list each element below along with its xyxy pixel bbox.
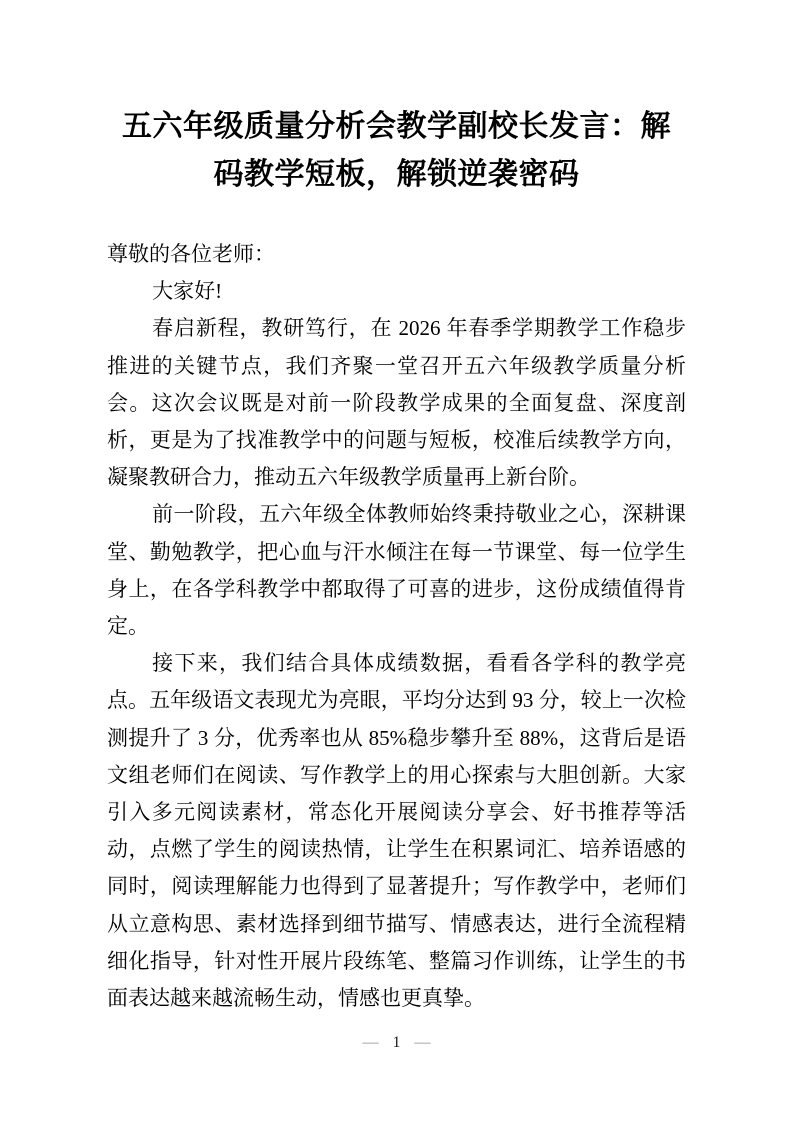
paragraph: 接下来，我们结合具体成绩数据，看看各学科的教学亮点。五年级语文表现尤为亮眼，平均分达到 93 分，较上一次检测提升了 3 分，优秀率也从 85%稳步攀升至 88%，这背后是语文组老师们在阅读、写作教学上的用心探索与大胆创新。大家引入多元阅读素材，常态化开展阅读分享会、好书推荐等活动，点燃了学生的阅读热情，让学生在积累词汇、培养语感的同时，阅读理解能力也得到了显著提升；写作教学中，老师们从立意构思、素材选择到细节描写、情感表达，进行全流程精细化指导，针对性开展片段练笔、整篇习作训练，让学生的书面表达越来越流畅生动，情感也更真挚。 — [107, 651, 686, 1011]
page-footer — [0, 1033, 793, 1053]
salutation-line: 尊敬的各位老师： — [107, 242, 275, 266]
footer-right-dash: — — [414, 1034, 431, 1051]
document-body — [107, 236, 686, 1017]
page-number: 1 — [392, 1034, 401, 1051]
document-title: 五六年级质量分析会教学副校长发言：解码教学短板，解锁逆袭密码 — [122, 110, 671, 191]
paragraph: 前一阶段，五六年级全体教师始终秉持敬业之心，深耕课堂、勤勉教学，把心血与汗水倾注在每一节课堂、每一位学生身上，在各学科教学中都取得了可喜的进步，这份成绩值得肯定。 — [107, 502, 686, 639]
footer-left-dash: — — [362, 1034, 379, 1051]
greeting-line: 大家好! — [152, 279, 223, 304]
document-content — [107, 0, 686, 1017]
paragraph: 春启新程，教研笃行，在 2026 年春季学期教学工作稳步推进的关键节点，我们齐聚一堂召开五六年级教学质量分析会。这次会议既是对前一阶段教学成果的全面复盘、深度剖析，更是为了找准教学中的问题与短板，校准后续教学方向，凝聚教研合力，推动五六年级教学质量再上新台阶。 — [107, 316, 686, 490]
